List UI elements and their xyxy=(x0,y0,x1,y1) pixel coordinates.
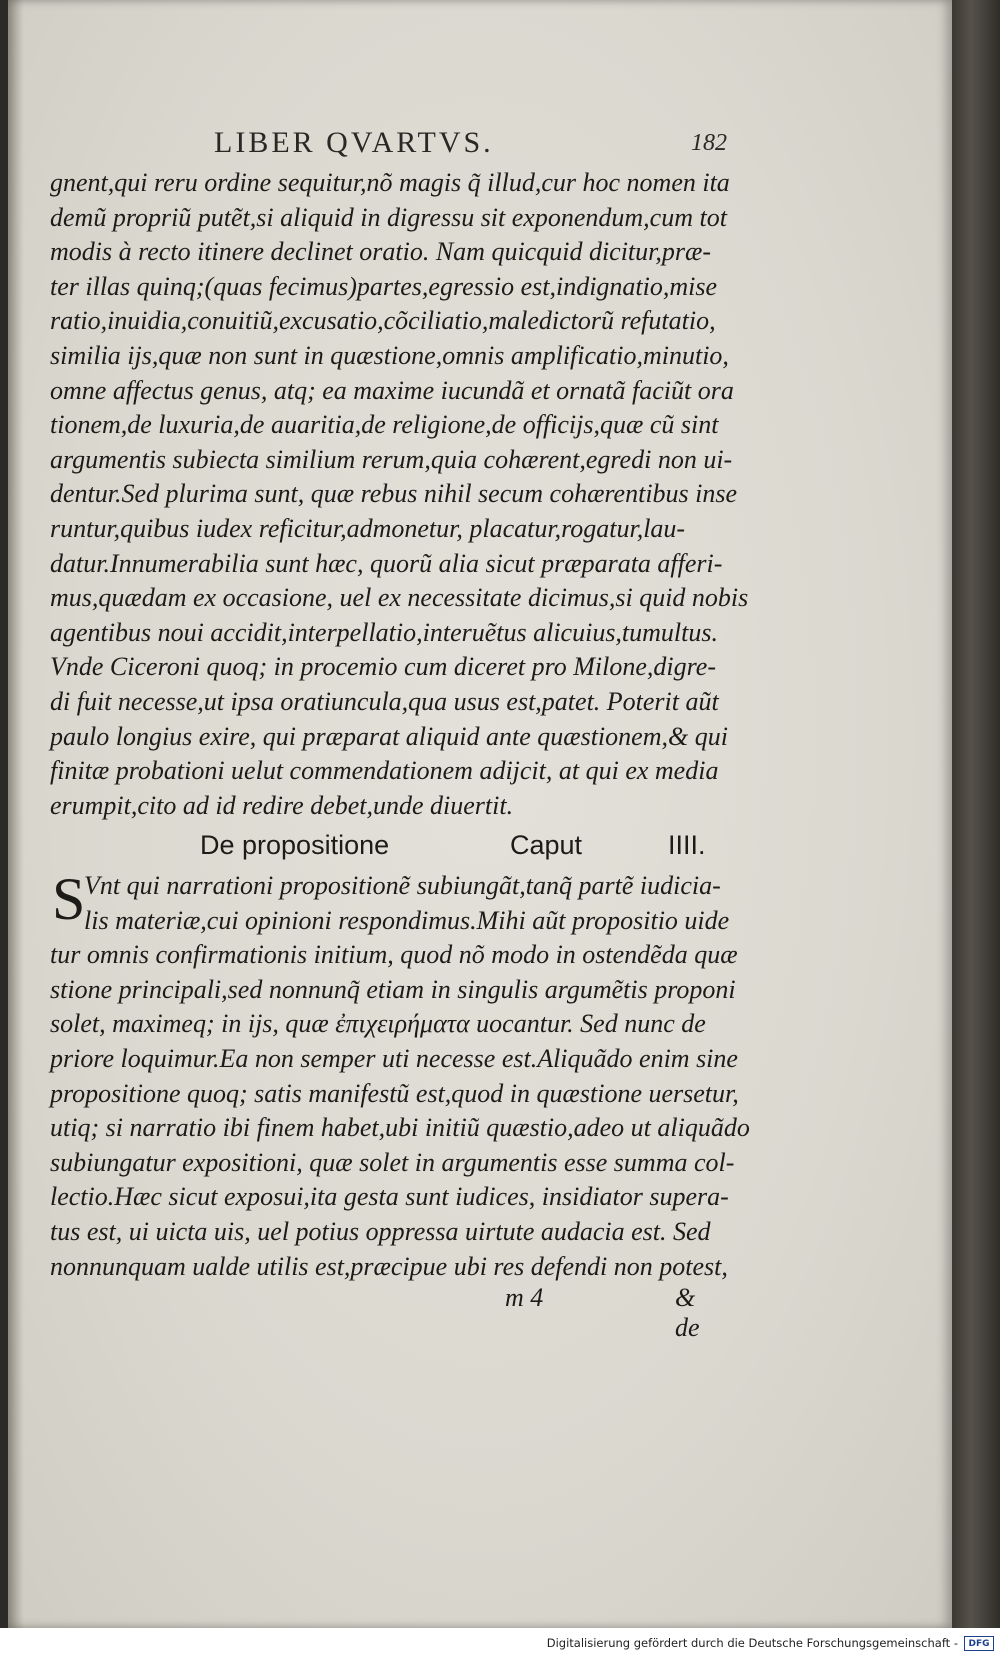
folio-number: 182 xyxy=(691,130,727,156)
digitization-footer xyxy=(0,1628,1000,1660)
text-line: modis à recto itinere declinet oratio. Nam quicquid dicitur,præ- xyxy=(50,237,712,267)
text-line: subiungatur expositioni, quæ solet in argumentis esse summa col- xyxy=(50,1147,735,1177)
signature-mark: m 4 xyxy=(505,1283,544,1312)
text-line: di fuit necesse,ut ipsa oratiuncula,qua usus est,patet. Poterit aũt xyxy=(50,686,719,716)
text-line: utiq; si narratio ibi finem habet,ubi initiũ quæstio,adeo ut aliquãdo xyxy=(50,1113,750,1143)
chapter-heading xyxy=(200,830,720,870)
book-edge xyxy=(952,0,1000,1628)
text-line: stione principali,sed nonnunq̃ etiam in singulis argumẽtis proponi xyxy=(50,974,736,1004)
text-line: propositione quoq; satis manifestũ est,quod in quæstione uersetur, xyxy=(50,1078,739,1108)
text-line: tur omnis confirmationis initium, quod nõ modo in ostendẽda quæ xyxy=(50,940,738,970)
text-line: ter illas quinq;(quas fecimus)partes,egressio est,indignatio,mise xyxy=(50,271,718,301)
text-line: omne affectus genus, atq; ea maxime iucundã et ornatã faciũt ora xyxy=(50,375,734,405)
text-line: Vnt qui narrationi propositionẽ subiungãt,tanq̃ partẽ iudicia- xyxy=(84,871,721,900)
text-line: nonnunquam ualde utilis est,præcipue ubi res defendi non potest, xyxy=(50,1251,728,1281)
text-line: tus est, ui uicta uis, uel potius oppressa uirtute audacia est. Sed xyxy=(50,1216,711,1246)
text-line: solet, maximeq; in ijs, quæ ἐπιχειρήματα uocantur. Sed nunc de xyxy=(50,1009,706,1039)
chapter-number: IIII. xyxy=(668,830,706,860)
text-line: datur.Innumerabilia sunt hæc, quorũ alia sicut præparata afferi- xyxy=(50,548,723,578)
body-text-section-2 xyxy=(50,869,750,1284)
text-line: lis materiæ,cui opinioni respondimus.Mihi aũt propositio uide xyxy=(84,905,730,935)
text-line: erumpit,cito ad id redire debet,unde diuertit. xyxy=(50,790,514,820)
text-line: Vnde Ciceroni quoq; in procemio cum diceret pro Milone,digre- xyxy=(50,652,716,682)
dfg-logo-icon: DFG xyxy=(964,1636,994,1651)
text-line: tionem,de luxuria,de auaritia,de religione,de officijs,quæ cũ sint xyxy=(50,410,719,440)
text-line: argumentis subiecta similium rerum,quia cohærent,egredi non ui- xyxy=(50,444,733,474)
catchword: & de xyxy=(675,1283,700,1342)
text-line: priore loquimur.Ea non semper uti necesse est.Aliquãdo enim sine xyxy=(50,1043,738,1073)
body-text-section-1 xyxy=(50,166,749,823)
text-line: lectio.Hæc sicut exposui,ita gesta sunt iudices, insidiator supera- xyxy=(50,1182,729,1212)
text-line: ratio,inuidia,conuitiũ,excusatio,cõciliatio,maledictorũ refutatio, xyxy=(50,306,716,336)
chapter-caput-label: Caput xyxy=(510,830,583,860)
text-line: gnent,qui reru ordine sequitur,nõ magis q̃ illud,cur hoc nomen ita xyxy=(50,168,730,197)
text-line: agentibus noui accidit,interpellatio,interuẽtus alicuius,tumultus. xyxy=(50,617,719,647)
text-line: finitæ probationi uelut commendationem adijcit, at qui ex media xyxy=(50,756,719,786)
text-line: demũ propriũ putẽt,si aliquid in digressu sit exponendum,cum tot xyxy=(50,202,727,232)
drop-cap: S xyxy=(52,866,86,932)
running-title: LIBER QVARTVS. xyxy=(214,126,494,159)
text-line: mus,quædam ex occasione, uel ex necessitate dicimus,si quid nobis xyxy=(50,583,749,613)
chapter-title: De propositione xyxy=(200,830,390,860)
text-line: similia ijs,quæ non sunt in quæstione,omnis amplificatio,minutio, xyxy=(50,340,729,370)
text-line: dentur.Sed plurima sunt, quæ rebus nihil secum cohærentibus inse xyxy=(50,479,738,509)
text-line: runtur,quibus iudex reficitur,admonetur, placatur,rogatur,lau- xyxy=(50,513,686,543)
text-line: paulo longius exire, qui præparat aliquid ante quæstionem,& qui xyxy=(50,721,728,751)
funding-credit: Digitalisierung gefördert durch die Deutsche Forschungsgemeinschaft - xyxy=(546,1636,958,1650)
